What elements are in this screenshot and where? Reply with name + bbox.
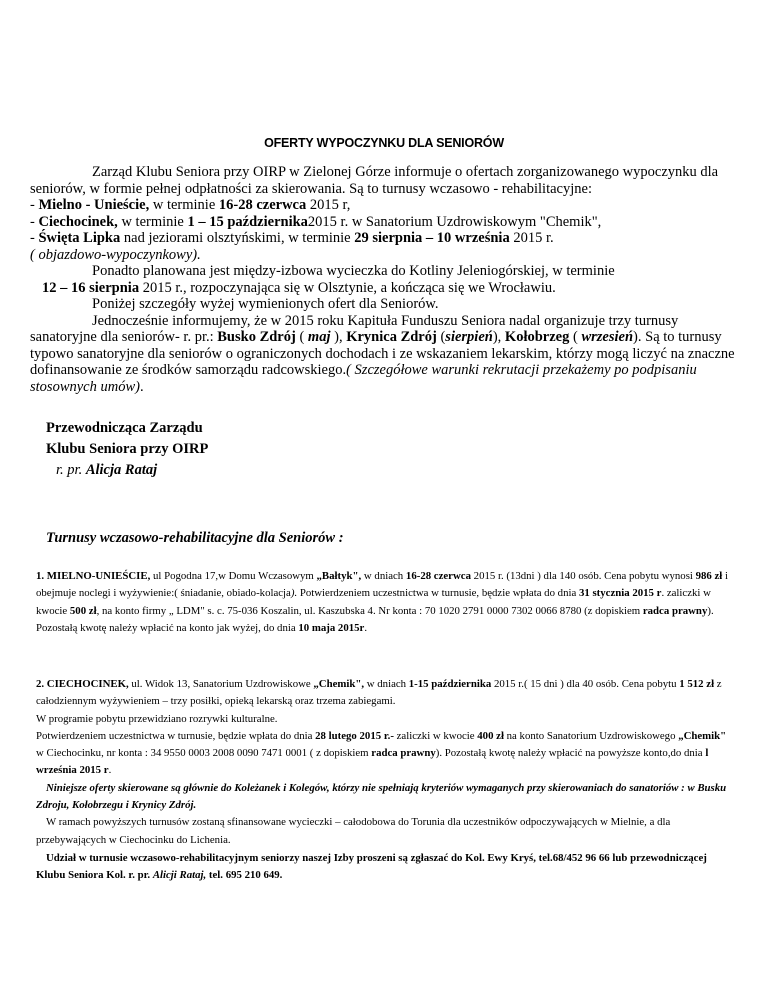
offer-1-mielno: 1. MIELNO-UNIEŚCIE, ul Pogodna 17,w Domu Wczasowym „Bałtyk", w dniach 16-28 czerwca 2015 r. (13dni ) dla 140 osób. Cena pobytu wynosi 986 zł i obejmuje noclegi i wyżywienie:( śniadanie, obiado-kolacja). Potwierdzeniem uczestnictwa w turnusie, będzie wpłata do dnia 31 stycznia 2015 r. zaliczki w kwocie 500 zł, na konto firmy „ LDM" s. c. 75-036 Koszalin, ul. Kaszubska 4. Nr konta : 70 1020 2791 0000 7302 0066 8780 (z dopiskiem radca prawny). Pozostałą kwotę należy wpłacić na konto jak wyżej, do dnia 10 maja 2015r.	[36, 570, 728, 634]
details-paragraph: Poniżej szczegóły wyżej wymienionych ofert dla Seniorów.	[92, 296, 439, 312]
section-heading: Turnusy wczasowo-rehabilitacyjne dla Seniorów :	[46, 530, 344, 546]
signature-name: r. pr. Alicja Rataj	[56, 462, 158, 478]
offer-list-item-note: ( objazdowo-wypoczynkowy).	[30, 246, 201, 263]
offer-2-ciechocinek: 2. CIECHOCINEK, ul. Widok 13, Sanatorium Uzdrowiskowe „Chemik", w dniach 1-15 października 2015 r.( 15 dni ) dla 40 osób. Cena pobytu 1 512 zł z całodziennym wyżywieniem – trzy posiłki, opieką lekarską oraz trzema zabiegami. W programie pobytu przewidziano rozrywki kulturalne. Potwierdzeniem uczestnictwa w turnusie, będzie wpłata do dnia 28 lutego 2015 r.- zaliczki w kwocie 400 zł na konto Sanatorium Uzdrowiskowego „Chemik" w Ciechocinku, nr konta : 34 9550 0003 2008 0090 7471 0001 ( z dopiskiem radca prawny). Pozostałą kwotę należy wpłacić na powyższe konto,do dnia l września 2015 r. Niniejsze oferty skierowane są głównie do Koleżanek i Kolegów, którzy nie spełniają kryteriów wymaganych przy skierowaniach do sanatoriów : w Busku Zdroju, Kołobrzegu i Krynicy Zdrój. W ramach powyższych turnusów zostaną sfinansowane wycieczki – całodobowa do Torunia dla uczestników odpoczywających w Mielnie, a dla przebywających w Ciechocinku do Lichenia.	[36, 676, 736, 849]
closing-note: Udział w turnusie wczasowo-rehabilitacyjnym seniorzy naszej Izby proszeni są zgłaszać do Kol. Ewy Kryś, tel.68/452 96 66 lub przewodniczącej Klubu Seniora Kol. r. pr. Alicji Rataj, tel. 695 210 649.	[36, 852, 707, 882]
document-title: OFERTY WYPOCZYNKU DLA SENIORÓW	[264, 136, 504, 150]
intro-section	[30, 164, 742, 395]
offer-2-program: W programie pobytu przewidziano rozrywki kulturalne.	[36, 712, 278, 725]
offer-list-item-ciechocinek: - Ciechocinek, w terminie 1 – 15 października2015 r. w Sanatorium Uzdrowiskowym "Chemik",	[30, 213, 602, 230]
sanatorium-paragraph: Jednocześnie informujemy, że w 2015 roku Kapituła Funduszu Seniora nadal organizuje trzy turnusy sanatoryjne dla seniorów- r. pr.: Busko Zdrój ( maj ), Krynica Zdrój (sierpień), Kołobrzeg ( wrzesień). Są to turnusy typowo sanatoryjne dla seniorów o ograniczonych dochodach i ze wskazaniem lekarskim, którzy mogą liczyć na znaczne dofinansowanie ze środków samorządu radcowskiego.( Szczegółowe warunki rekrutacji przekażemy po podpisaniu stosownych umów).	[30, 312, 735, 395]
offer-list-item-swieta-lipka: - Święta Lipka nad jeziorami olsztyńskimi, w terminie 29 sierpnia – 10 września 2015 r.	[30, 230, 554, 246]
trip-paragraph: Ponadto planowana jest między-izbowa wycieczka do Kotliny Jeleniogórskiej, w terminie 12 – 16 sierpnia 2015 r., rozpoczynająca się w Olsztynie, a kończąca się we Wrocławiu.	[42, 263, 615, 296]
signature-title: Przewodnicząca Zarządu	[46, 420, 203, 436]
offer-2-emphasis-note: Niniejsze oferty skierowane są głównie do Koleżanek i Kolegów, którzy nie spełniają kryteriów wymaganych przy skierowaniach do sanatoriów : w Busku Zdroju, Kołobrzegu i Krynicy Zdrój.	[36, 781, 727, 812]
signature-block	[46, 418, 208, 481]
offer-2-trips: W ramach powyższych turnusów zostaną sfinansowane wycieczki – całodobowa do Torunia dla uczestników odpoczywających w Mielnie, a dla przebywających w Ciechocinku do Lichenia.	[36, 816, 671, 846]
intro-paragraph: Zarząd Klubu Seniora przy OIRP w Zielonej Górze informuje o ofertach zorganizowanego wypoczynku dla seniorów, w formie pełnej odpłatności za skierowania. Są to turnusy wczasowo - rehabilitacyjne:	[30, 164, 719, 197]
signature-organization: Klubu Seniora przy OIRP	[46, 441, 209, 457]
offer-list-item-mielno: - Mielno - Unieście, w terminie 16-28 czerwca 2015 r,	[30, 197, 351, 213]
